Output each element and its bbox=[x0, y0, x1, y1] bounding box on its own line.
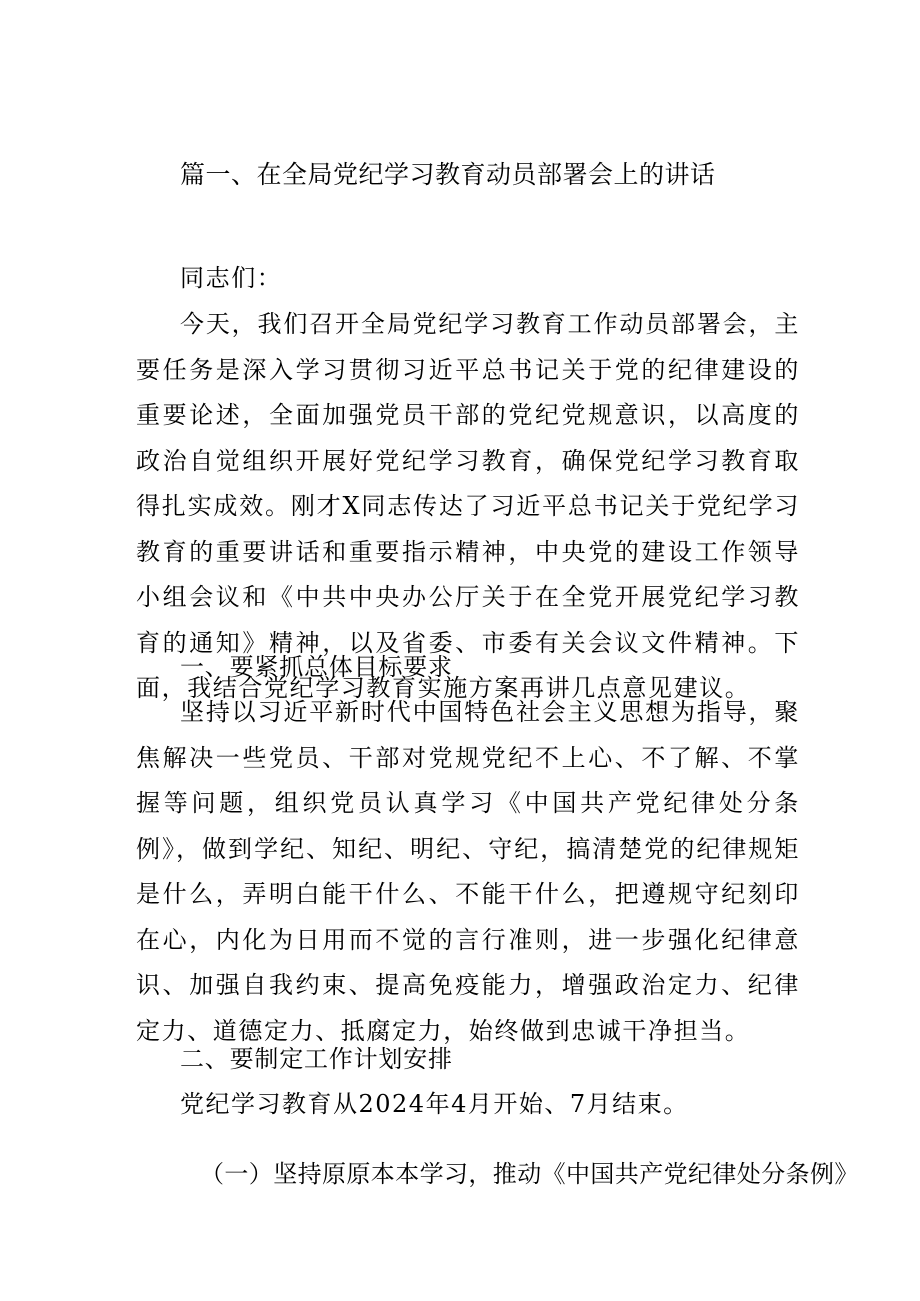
salutation: 同志们： bbox=[180, 264, 283, 292]
section-2-body: 党纪学习教育从2024年4月开始、7月结束。 bbox=[180, 1090, 689, 1118]
section-2-subitem: （一）坚持原原本本学习，推动《中国共产党纪律处分条例》 bbox=[200, 1160, 859, 1188]
section-1-body: 坚持以习近平新时代中国特色社会主义思想为指导，聚焦解决一些党员、干部对党规党纪不上心、不了解、不掌握等问题，组织党员认真学习《中国共产党纪律处分条例》，做到学纪、知纪、明纪、守纪，搞清楚党的纪律规矩是什么，弄明白能干什么、不能干什么，把遵规守纪刻印在心，内化为日用而不觉的言行准则，进一步强化纪律意识、加强自我约束、提高免疫能力，增强政治定力、纪律定力、道德定力、抵腐定力，始终做到忠诚干净担当。 bbox=[136, 698, 800, 1045]
section-1-heading: 一、要紧抓总体目标要求 bbox=[180, 653, 453, 681]
section-2-heading: 二、要制定工作计划安排 bbox=[180, 1045, 453, 1073]
intro-paragraph: 今天，我们召开全局党纪学习教育工作动员部署会，主要任务是深入学习贯彻习近平总书记关于党的纪律建设的重要论述，全面加强党员干部的党纪党规意识，以高度的政治自觉组织开展好党纪学习教育，确保党纪学习教育取得扎实成效。刚才X同志传达了习近平总书记关于党纪学习教育的重要讲话和重要指示精神，中央党的建设工作领导小组会议和《中共中央办公厅关于在全党开展党纪学习教育的通知》精神，以及省委、市委有关会议文件精神。下面，我结合党纪学习教育实施方案再讲几点意见建议。 bbox=[136, 310, 800, 702]
document-title: 篇一、在全局党纪学习教育动员部署会上的讲话 bbox=[180, 160, 716, 189]
